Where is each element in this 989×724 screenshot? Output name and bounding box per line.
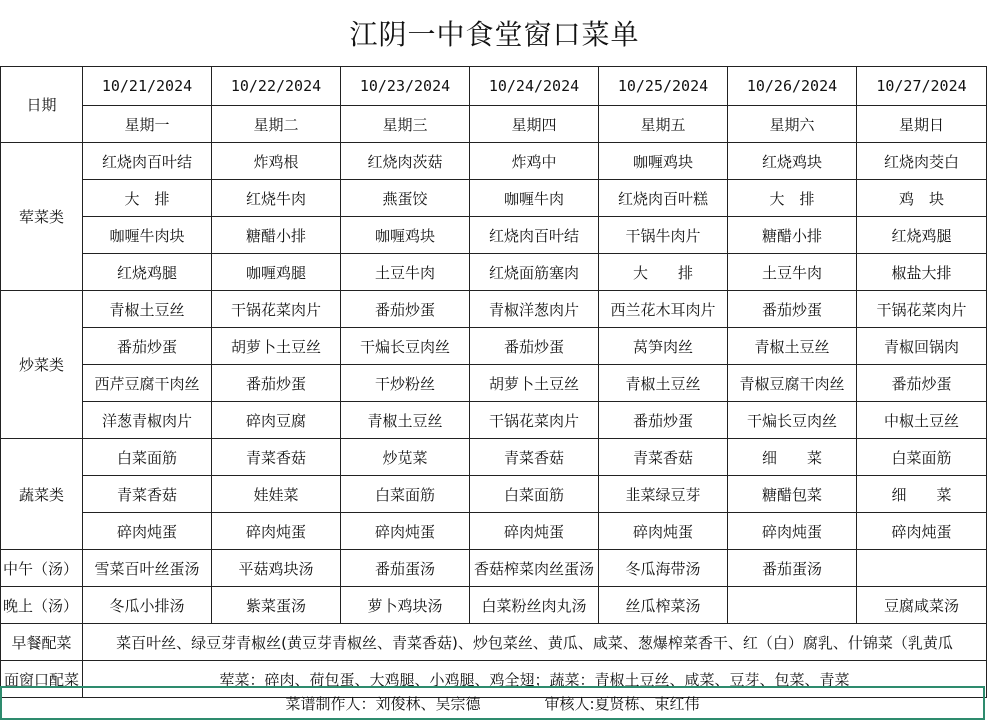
stirfry-dish: 番茄炒蛋 <box>599 402 728 439</box>
soup-item: 白菜粉丝肉丸汤 <box>470 587 599 624</box>
stirfry-dish: 青椒洋葱肉片 <box>470 291 599 328</box>
meat-dish: 鸡 块 <box>857 180 987 217</box>
page-title: 江阴一中食堂窗口菜单 <box>349 18 640 51</box>
stirfry-dish: 莴笋肉丝 <box>599 328 728 365</box>
stirfry-dish: 番茄炒蛋 <box>83 328 212 365</box>
weekday-cell: 星期日 <box>857 106 987 143</box>
veg-dish: 碎肉炖蛋 <box>212 513 341 550</box>
makers-text: 菜谱制作人：刘俊林、吴宗德 <box>285 694 481 713</box>
veg-dish: 白菜面筋 <box>83 439 212 476</box>
meat-dish: 红烧肉茭白 <box>857 143 987 180</box>
veg-dish: 白菜面筋 <box>470 476 599 513</box>
weekday-cell: 星期二 <box>212 106 341 143</box>
soup-item: 豆腐咸菜汤 <box>857 587 987 624</box>
reviewers-text: 审核人:夏贤栋、束红伟 <box>544 694 700 713</box>
veg-dish: 青菜香菇 <box>599 439 728 476</box>
meat-dish: 糖醋小排 <box>212 217 341 254</box>
meat-dish: 咖喱鸡块 <box>341 217 470 254</box>
soup-item: 平菇鸡块汤 <box>212 550 341 587</box>
soup-item: 冬瓜海带汤 <box>599 550 728 587</box>
weekday-cell: 星期三 <box>341 106 470 143</box>
stirfry-dish: 胡萝卜土豆丝 <box>470 365 599 402</box>
meat-dish: 红烧鸡腿 <box>857 217 987 254</box>
veg-dish: 白菜面筋 <box>857 439 987 476</box>
stirfry-dish: 青椒豆腐干肉丝 <box>728 365 857 402</box>
meat-dish: 大 排 <box>728 180 857 217</box>
meat-dish: 红烧面筋塞肉 <box>470 254 599 291</box>
veg-dish: 细 菜 <box>728 439 857 476</box>
stirfry-dish: 西芹豆腐干肉丝 <box>83 365 212 402</box>
date-cell: 10/21/2024 <box>83 67 212 106</box>
breakfast-label: 早餐配菜 <box>1 624 83 661</box>
meat-dish: 土豆牛肉 <box>341 254 470 291</box>
stirfry-dish: 番茄炒蛋 <box>212 365 341 402</box>
meat-dish: 燕蛋饺 <box>341 180 470 217</box>
veg-dish: 白菜面筋 <box>341 476 470 513</box>
veg-dish: 细 菜 <box>857 476 987 513</box>
veg-dish: 青菜香菇 <box>83 476 212 513</box>
veg-dish: 炒苋菜 <box>341 439 470 476</box>
meat-dish: 炸鸡根 <box>212 143 341 180</box>
stirfry-dish: 番茄炒蛋 <box>857 365 987 402</box>
weekday-cell: 星期五 <box>599 106 728 143</box>
meat-dish: 炸鸡中 <box>470 143 599 180</box>
stirfry-dish: 青椒土豆丝 <box>341 402 470 439</box>
soup-item: 紫菜蛋汤 <box>212 587 341 624</box>
soup-item: 丝瓜榨菜汤 <box>599 587 728 624</box>
veg-dish: 碎肉炖蛋 <box>728 513 857 550</box>
soup-item: 番茄蛋汤 <box>728 550 857 587</box>
stirfry-dish: 青椒土豆丝 <box>599 365 728 402</box>
stirfry-dish: 番茄炒蛋 <box>728 291 857 328</box>
meat-dish: 红烧肉百叶糕 <box>599 180 728 217</box>
soup-item <box>728 587 857 624</box>
meat-dish: 红烧鸡腿 <box>83 254 212 291</box>
meat-dish: 大 排 <box>599 254 728 291</box>
veg-dish: 碎肉炖蛋 <box>83 513 212 550</box>
veg-dish: 糖醋包菜 <box>728 476 857 513</box>
noodle-sides: 荤菜：碎肉、荷包蛋、大鸡腿、小鸡腿、鸡全翅；蔬菜：青椒土豆丝、咸菜、豆芽、包菜、青菜 <box>83 661 987 698</box>
stirfry-dish: 中椒土豆丝 <box>857 402 987 439</box>
soup-noon-label: 中午（汤） <box>1 550 83 587</box>
meat-dish: 椒盐大排 <box>857 254 987 291</box>
date-cell: 10/22/2024 <box>212 67 341 106</box>
stirfry-dish: 洋葱青椒肉片 <box>83 402 212 439</box>
meat-dish: 红烧肉百叶结 <box>470 217 599 254</box>
meat-dish: 土豆牛肉 <box>728 254 857 291</box>
stirfry-dish: 碎肉豆腐 <box>212 402 341 439</box>
date-cell: 10/27/2024 <box>857 67 987 106</box>
meat-dish: 咖喱鸡腿 <box>212 254 341 291</box>
breakfast-sides: 菜百叶丝、绿豆芽青椒丝(黄豆芽青椒丝、青菜香菇)、炒包菜丝、黄瓜、咸菜、葱爆榨菜香干、红（白）腐乳、什锦菜（乳黄瓜 <box>83 624 987 661</box>
meat-dish: 大 排 <box>83 180 212 217</box>
stirfry-dish: 番茄炒蛋 <box>341 291 470 328</box>
veg-label: 蔬菜类 <box>1 439 83 550</box>
date-cell: 10/25/2024 <box>599 67 728 106</box>
stirfry-dish: 青椒土豆丝 <box>83 291 212 328</box>
weekday-cell: 星期六 <box>728 106 857 143</box>
stirfry-dish: 干锅花菜肉片 <box>470 402 599 439</box>
date-label: 日期 <box>1 67 83 143</box>
soup-item <box>857 550 987 587</box>
veg-dish: 青菜香菇 <box>212 439 341 476</box>
date-cell: 10/26/2024 <box>728 67 857 106</box>
date-cell: 10/24/2024 <box>470 67 599 106</box>
meat-dish: 糖醋小排 <box>728 217 857 254</box>
meat-dish: 红烧鸡块 <box>728 143 857 180</box>
stirfry-dish: 胡萝卜土豆丝 <box>212 328 341 365</box>
stirfry-dish: 干锅花菜肉片 <box>857 291 987 328</box>
veg-dish: 碎肉炖蛋 <box>857 513 987 550</box>
meat-dish: 咖喱牛肉块 <box>83 217 212 254</box>
soup-item: 萝卜鸡块汤 <box>341 587 470 624</box>
stirfry-dish: 干煸长豆肉丝 <box>728 402 857 439</box>
veg-dish: 娃娃菜 <box>212 476 341 513</box>
veg-dish: 碎肉炖蛋 <box>341 513 470 550</box>
stirfry-dish: 青椒土豆丝 <box>728 328 857 365</box>
stirfry-dish: 青椒回锅肉 <box>857 328 987 365</box>
meat-dish: 咖喱鸡块 <box>599 143 728 180</box>
weekday-cell: 星期一 <box>83 106 212 143</box>
menu-table <box>0 66 987 698</box>
soup-item: 番茄蛋汤 <box>341 550 470 587</box>
date-cell: 10/23/2024 <box>341 67 470 106</box>
stirfry-dish: 干炒粉丝 <box>341 365 470 402</box>
stirfry-dish: 干煸长豆肉丝 <box>341 328 470 365</box>
stirfry-dish: 番茄炒蛋 <box>470 328 599 365</box>
soup-item: 香菇榨菜肉丝蛋汤 <box>470 550 599 587</box>
stirfry-label: 炒菜类 <box>1 291 83 439</box>
soup-item: 冬瓜小排汤 <box>83 587 212 624</box>
soup-item: 雪菜百叶丝蛋汤 <box>83 550 212 587</box>
veg-dish: 青菜香菇 <box>470 439 599 476</box>
soup-night-label: 晚上（汤） <box>1 587 83 624</box>
stirfry-dish: 干锅花菜肉片 <box>212 291 341 328</box>
meat-dish: 红烧肉百叶结 <box>83 143 212 180</box>
veg-dish: 碎肉炖蛋 <box>470 513 599 550</box>
meat-label: 荤菜类 <box>1 143 83 291</box>
stirfry-dish: 西兰花木耳肉片 <box>599 291 728 328</box>
meat-dish: 干锅牛肉片 <box>599 217 728 254</box>
veg-dish: 碎肉炖蛋 <box>599 513 728 550</box>
meat-dish: 咖喱牛肉 <box>470 180 599 217</box>
weekday-cell: 星期四 <box>470 106 599 143</box>
noodle-label: 面窗口配菜 <box>1 661 83 698</box>
veg-dish: 韭菜绿豆芽 <box>599 476 728 513</box>
meat-dish: 红烧牛肉 <box>212 180 341 217</box>
meat-dish: 红烧肉茨菇 <box>341 143 470 180</box>
footer-credits <box>0 686 985 720</box>
